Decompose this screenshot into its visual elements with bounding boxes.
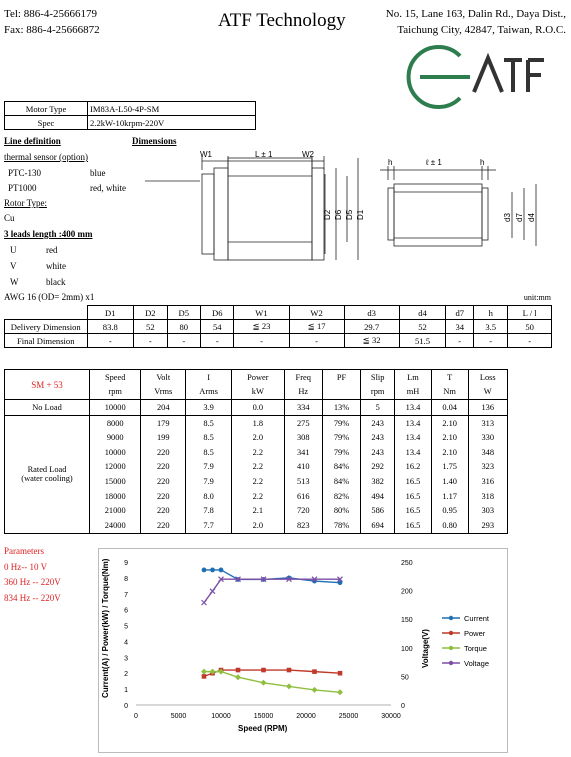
y2-tick-label: 100 [401,645,413,653]
rated-cell: 616 [284,489,322,504]
rated-cell: 220 [141,474,186,489]
rated-cell: 2.10 [431,445,468,460]
rated-cell: 82% [322,489,360,504]
dim-header-cell: D1 [87,306,134,320]
data-point-torque [286,683,292,689]
rated-cell: 382 [361,474,395,489]
y-tick-label: 5 [124,623,128,631]
lead-v: V [10,261,17,271]
perf-unit-cell [322,385,360,400]
rated-cell: 220 [141,518,186,533]
data-point-current [210,568,215,573]
rated-cell: 7.7 [186,518,232,533]
lead-w-color: black [46,277,66,287]
dim-value-cell: 80 [167,320,200,334]
rated-cell: 2.10 [431,430,468,445]
dim-header-cell: W2 [289,306,344,320]
dim-d3: d3 [503,213,512,222]
y2-tick-label: 50 [401,674,409,682]
dim-value-cell: - [446,334,474,348]
perf-unit-cell: kW [232,385,284,400]
parameter-2: 360 Hz -- 220V [4,577,61,587]
pt1000-label: PT1000 [8,183,37,193]
rated-cell: 292 [361,460,395,475]
unit-label: unit:mm [523,293,551,302]
y2-tick-label: 0 [401,703,405,710]
perf-header-cell: Slip [361,370,395,385]
rated-cell: 12000 [90,460,141,475]
dim-value-cell: ≦ 23 [234,320,289,334]
rated-cell: 199 [141,430,186,445]
dim-header-cell: h [474,306,508,320]
dim-value-cell: 3.5 [474,320,508,334]
dim-d1: D1 [356,209,365,220]
perf-header-cell: T [431,370,468,385]
dim-value-cell: 83.8 [87,320,134,334]
rated-cell: 313 [468,415,508,430]
no-load-cell: 0.04 [431,400,468,416]
dim-header-cell: L / l [508,306,552,320]
dim-l2: ℓ ± 1 [426,158,442,167]
legend-label-power: Power [464,629,486,638]
rated-cell: 8.0 [186,489,232,504]
dim-h1: h [388,158,393,167]
dim-d5: D5 [345,209,354,220]
perf-header-cell: Volt [141,370,186,385]
address-line-1: No. 15, Lane 163, Dalin Rd., Daya Dist., [385,8,566,20]
performance-table [4,369,508,534]
data-point-power [287,668,292,673]
x-tick-label: 25000 [338,713,359,720]
no-load-cell: 204 [141,400,186,416]
no-load-cell: 13.4 [395,400,432,416]
dim-value-cell: - [474,334,508,348]
no-load-cell: 10000 [90,400,141,416]
no-load-cell: 5 [361,400,395,416]
dim-d7: d7 [515,213,524,222]
perf-unit-cell: Vrms [141,385,186,400]
rated-cell: 2.2 [232,489,284,504]
rated-load-label [5,415,90,533]
legend-label-torque: Torque [464,644,487,653]
dim-w1: W1 [200,150,212,159]
rated-cell: 0.95 [431,503,468,518]
data-point-voltage [202,600,207,605]
data-point-voltage [210,589,215,594]
dim-value-cell: ≦ 17 [289,320,344,334]
rated-cell: 8000 [90,415,141,430]
x-axis-label: Speed (RPM) [238,724,288,733]
rated-cell: 13.4 [395,445,432,460]
rated-cell: 586 [361,503,395,518]
rated-cell: 9000 [90,430,141,445]
perf-unit-cell: Nm [431,385,468,400]
delivery-dimension-label: Delivery Dimension [5,320,88,334]
x-tick-label: 5000 [170,713,187,720]
y-tick-label: 1 [124,687,128,695]
y-tick-label: 9 [124,560,128,567]
series-line-torque [204,672,340,693]
y2-tick-label: 150 [401,617,413,625]
no-load-cell: 0.0 [232,400,284,416]
perf-unit-cell: W [468,385,508,400]
lead-u-color: red [46,245,58,255]
dim-value-cell: - [508,334,552,348]
rated-cell: 220 [141,489,186,504]
spec-table [4,101,256,130]
rated-cell: 1.8 [232,415,284,430]
ptc-color: blue [90,168,106,178]
rated-cell: 18000 [90,489,141,504]
dim-header-cell: d4 [399,306,446,320]
rated-cell: 79% [322,445,360,460]
perf-header-cell: Loss [468,370,508,385]
dim-header-cell: d3 [344,306,399,320]
rated-load-title: Rated Load [27,465,67,475]
perf-header-cell: Lm [395,370,432,385]
rated-cell: 243 [361,415,395,430]
dim-value-cell: 51.5 [399,334,446,348]
dimension-drawing [140,148,560,266]
no-load-cell: 3.9 [186,400,232,416]
y-tick-label: 2 [124,671,128,679]
series-line-current [204,570,340,583]
line-definition-title: Line definition [4,136,61,146]
dim-header-cell: D6 [201,306,234,320]
pt1000-color: red, white [90,183,126,193]
rated-cell: 7.9 [186,474,232,489]
data-point-torque [261,680,267,686]
rated-cell: 2.0 [232,430,284,445]
no-load-cell: 13% [322,400,360,416]
y-tick-label: 0 [124,703,128,710]
motor-type-value: IM83A-L50-4P-SM [88,102,256,116]
perf-unit-cell: rpm [90,385,141,400]
no-load-cell: 334 [284,400,322,416]
rated-cell: 179 [141,415,186,430]
rated-cell: 15000 [90,474,141,489]
no-load-label: No Load [5,400,90,416]
rated-cell: 0.80 [431,518,468,533]
rated-cell: 275 [284,415,322,430]
dim-header-cell: D5 [167,306,200,320]
rated-cell: 84% [322,460,360,475]
parameters-title: Parameters [4,546,44,556]
dim-value-cell: - [167,334,200,348]
fax-text: Fax: 886-4-25666872 [4,24,100,36]
rated-cell: 494 [361,489,395,504]
legend-marker-current [449,616,453,620]
perf-header-cell: Speed [90,370,141,385]
leads-length: 3 leads length :400 mm [4,229,93,239]
data-point-current [202,568,207,573]
spec-value: 2.2kW-10krpm-220V [88,116,256,130]
dimensions-title: Dimensions [132,136,177,146]
rated-cell: 308 [284,430,322,445]
rated-cell: 330 [468,430,508,445]
parameter-3: 834 Hz -- 220V [4,593,61,603]
legend-label-voltage: Voltage [464,659,490,668]
x-tick-label: 15000 [253,713,274,720]
y-tick-label: 3 [124,655,128,663]
data-point-power [202,674,207,679]
no-load-cell: 136 [468,400,508,416]
dim-l1: L ± 1 [255,150,273,159]
ptc-label: PTC-130 [8,168,42,178]
data-point-torque [201,669,207,675]
dim-value-cell: 50 [508,320,552,334]
rated-cell: 16.5 [395,518,432,533]
legend-marker-voltage [449,661,453,665]
data-point-torque [337,689,343,695]
dimension-table [4,305,552,348]
parameter-1: 0 Hz-- 10 V [4,562,48,572]
data-point-torque [235,674,241,680]
perf-header-cell: Power [232,370,284,385]
rated-cell: 2.10 [431,415,468,430]
rated-cell: 243 [361,430,395,445]
perf-header-cell: Freq [284,370,322,385]
dim-value-cell: 34 [446,320,474,334]
lead-v-color: white [46,261,66,271]
rated-cell: 513 [284,474,322,489]
rated-cell: 8.5 [186,430,232,445]
final-dimension-label: Final Dimension [5,334,88,348]
tel-text: Tel: 886-4-25666179 [4,8,98,20]
legend-marker-torque [449,646,453,650]
dim-value-cell: ≦ 32 [344,334,399,348]
dim-value-cell: - [201,334,234,348]
perf-header-cell: I [186,370,232,385]
dim-d2: D2 [323,209,332,220]
data-point-power [338,671,343,676]
rated-load-subtitle: (water cooling) [21,474,73,484]
rated-cell: 220 [141,460,186,475]
x-tick-label: 20000 [296,713,316,720]
dim-value-cell: 54 [201,320,234,334]
dim-value-cell: 52 [399,320,446,334]
performance-chart [98,548,508,753]
rated-cell: 323 [468,460,508,475]
rated-cell: 2.2 [232,460,284,475]
x-tick-label: 0 [134,713,138,720]
perf-unit-cell: mH [395,385,432,400]
rated-cell: 341 [284,445,322,460]
rated-cell: 21000 [90,503,141,518]
rated-cell: 694 [361,518,395,533]
dim-value-cell: 52 [134,320,167,334]
thermal-sensor-label: thermal sensor (option) [4,152,88,162]
rated-cell: 220 [141,445,186,460]
y2-tick-label: 200 [401,588,413,596]
dim-value-cell: - [134,334,167,348]
lead-u: U [10,245,17,255]
rated-cell: 7.8 [186,503,232,518]
y-tick-label: 6 [124,607,128,615]
rated-cell: 16.5 [395,474,432,489]
y-tick-label: 8 [124,575,128,583]
data-point-current [219,568,224,573]
rated-cell: 24000 [90,518,141,533]
rated-cell: 79% [322,430,360,445]
rated-cell: 293 [468,518,508,533]
rated-row [5,415,508,430]
rated-cell: 2.2 [232,445,284,460]
perf-unit-cell: Arms [186,385,232,400]
dim-value-cell: - [87,334,134,348]
dim-value-cell: 29.7 [344,320,399,334]
atf-logo [398,42,550,112]
y-tick-label: 4 [124,639,128,647]
rated-cell: 8.5 [186,445,232,460]
legend-label-current: Current [464,614,490,623]
rated-cell: 318 [468,489,508,504]
rated-cell: 316 [468,474,508,489]
rated-cell: 1.75 [431,460,468,475]
data-point-power [261,668,266,673]
rated-cell: 303 [468,503,508,518]
rated-cell: 2.0 [232,518,284,533]
spec-label: Spec [5,116,88,130]
y-axis-label: Current(A) / Power(kW) / Torque(Nm) [101,558,110,698]
dim-value-cell: - [234,334,289,348]
x-tick-label: 10000 [211,713,231,720]
rated-cell: 16.2 [395,460,432,475]
rated-cell: 1.17 [431,489,468,504]
dim-w2: W2 [302,150,314,159]
dim-header-cell: W1 [234,306,289,320]
rated-cell: 720 [284,503,322,518]
rated-cell: 2.1 [232,503,284,518]
rated-cell: 1.40 [431,474,468,489]
data-point-torque [312,687,318,693]
rated-cell: 16.5 [395,489,432,504]
perf-corner-label: SM + 53 [5,370,90,400]
rated-cell: 220 [141,503,186,518]
rated-cell: 410 [284,460,322,475]
dim-d6: D6 [334,209,343,220]
rated-cell: 2.2 [232,474,284,489]
rated-cell: 8.5 [186,415,232,430]
perf-unit-cell: Hz [284,385,322,400]
rated-cell: 16.5 [395,503,432,518]
rated-cell: 13.4 [395,430,432,445]
dim-header-cell: d7 [446,306,474,320]
rated-cell: 80% [322,503,360,518]
lead-w: W [10,277,19,287]
rated-cell: 10000 [90,445,141,460]
legend-marker-power [449,631,453,635]
rated-cell: 84% [322,474,360,489]
x-tick-label: 30000 [381,713,401,720]
rated-cell: 79% [322,415,360,430]
rated-cell: 243 [361,445,395,460]
rated-cell: 78% [322,518,360,533]
rotor-type-label: Rotor Type: [4,198,47,208]
rated-cell: 7.9 [186,460,232,475]
dim-d4: d4 [527,213,536,222]
rotor-type-value: Cu [4,213,15,223]
rated-cell: 13.4 [395,415,432,430]
dim-h2: h [480,158,485,167]
data-point-power [236,668,241,673]
y2-axis-label: Voltage(V) [421,629,430,668]
address-line-2: Taichung City, 42847, Taiwan, R.O.C. [397,24,566,36]
data-point-power [312,669,317,674]
dim-header-cell: D2 [134,306,167,320]
awg-label: AWG 16 (OD= 2mm) x1 [4,292,95,302]
perf-unit-cell: rpm [361,385,395,400]
perf-header-cell: PF [322,370,360,385]
y2-tick-label: 250 [401,560,413,567]
company-name: ATF Technology [218,10,346,31]
series-line-voltage [204,579,340,602]
dim-value-cell: - [289,334,344,348]
y-tick-label: 7 [124,591,128,599]
rated-cell: 348 [468,445,508,460]
rated-cell: 823 [284,518,322,533]
motor-type-label: Motor Type [5,102,88,116]
